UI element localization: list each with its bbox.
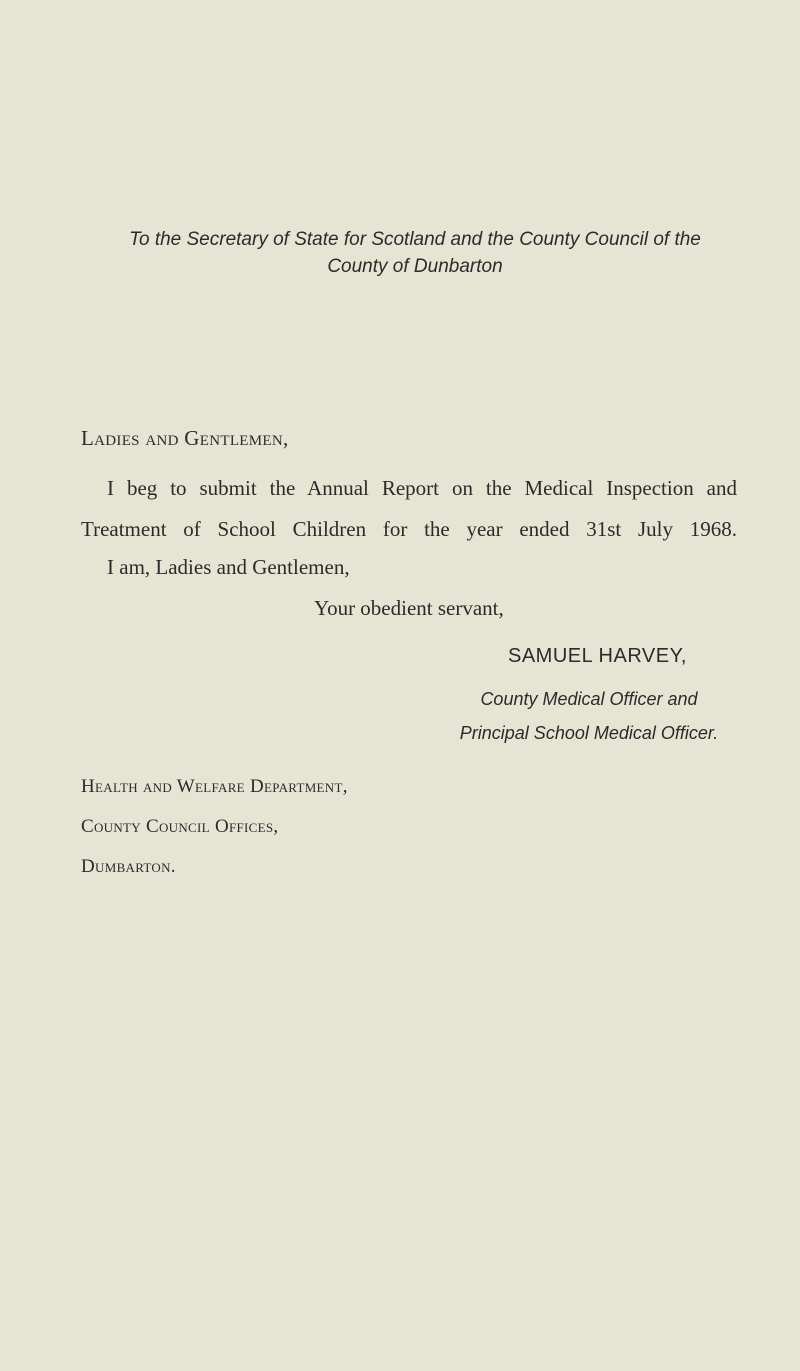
letter-body: I beg to submit the Annual Report on the Medical Inspection and Treatment of School Children for the year ended 31st July 1968. [81, 476, 737, 541]
closing-line: I am, Ladies and Gentlemen, [107, 555, 350, 579]
signatory-name: SAMUEL HARVEY, [508, 645, 687, 667]
addressee-line-1: To the Secretary of State for Scotland and the County Council of the [129, 229, 701, 250]
signatory-title-line-1: County Medical Officer and [480, 689, 698, 709]
address-line-1: Health and Welfare Department, [81, 776, 348, 797]
addressee-block [60, 226, 770, 280]
signatory-title-line-2: Principal School Medical Officer. [459, 723, 719, 743]
address-line-2: County Council Offices, [81, 816, 279, 837]
sender-address [81, 767, 348, 887]
address-line-3: Dumbarton. [81, 856, 176, 877]
addressee-line-2: County of Dunbarton [327, 256, 503, 277]
valediction: Your obedient servant, [314, 596, 504, 620]
signatory-title [444, 682, 734, 750]
salutation: Ladies and Gentlemen, [81, 426, 289, 450]
